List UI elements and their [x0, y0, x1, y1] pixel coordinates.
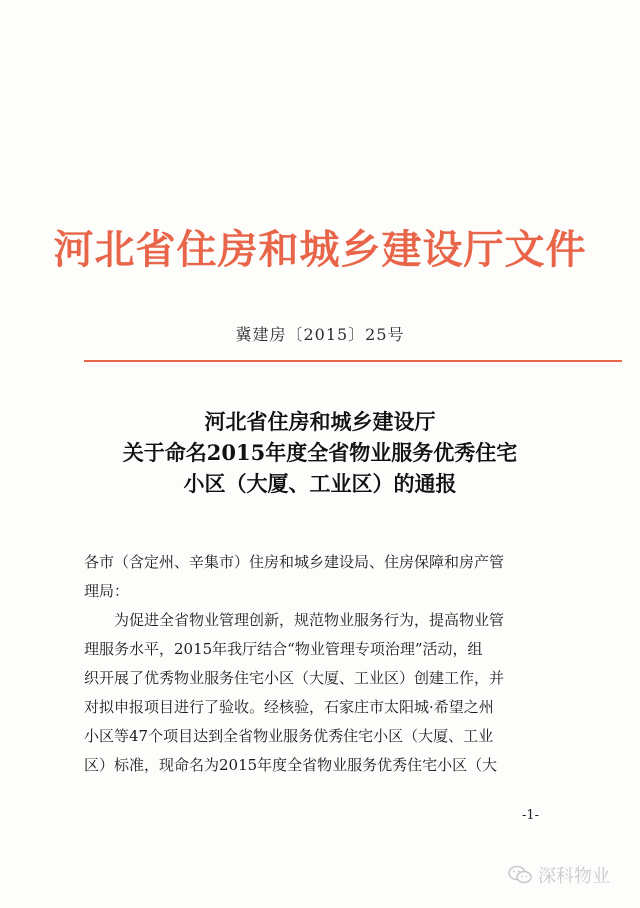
body-line: 织开展了优秀物业服务住宅小区（大厦、工业区）创建工作，并: [84, 669, 505, 687]
document-number: 冀建房〔2015〕25号: [235, 325, 405, 344]
watermark-text: 深科物业: [538, 866, 610, 887]
header-divider: [84, 360, 622, 362]
notice-title-line: 关于命名2015年度全省物业服务优秀住宅: [122, 440, 518, 465]
notice-body: [84, 548, 614, 780]
body-line: 各市（含定州、辛集市）住房和城乡建设局、住房保障和房产管: [84, 553, 505, 571]
body-line: 小区等47个项目达到全省物业服务优秀住宅小区（大厦、工业: [84, 727, 494, 745]
wechat-icon: [508, 865, 532, 885]
body-line: 对拟申报项目进行了验收。经核验，石家庄市太阳城·希望之州: [84, 698, 494, 716]
body-line: 理局：: [84, 582, 130, 600]
body-line: 为促进全省物业管理创新，规范物业服务行为，提高物业管: [84, 611, 505, 629]
page-number: -1-: [522, 808, 540, 823]
notice-title: [0, 406, 640, 499]
watermark: [508, 862, 610, 888]
document-header-title: 河北省住房和城乡建设厅文件: [53, 226, 587, 273]
notice-title-line: 河北省住房和城乡建设厅: [204, 409, 436, 434]
body-line: 区）标准，现命名为2015年度全省物业服务优秀住宅小区（大: [84, 756, 498, 774]
body-line: 理服务水平，2015年我厅结合“物业管理专项治理”活动，组: [84, 640, 483, 658]
notice-title-line: 小区（大厦、工业区）的通报: [183, 471, 457, 496]
